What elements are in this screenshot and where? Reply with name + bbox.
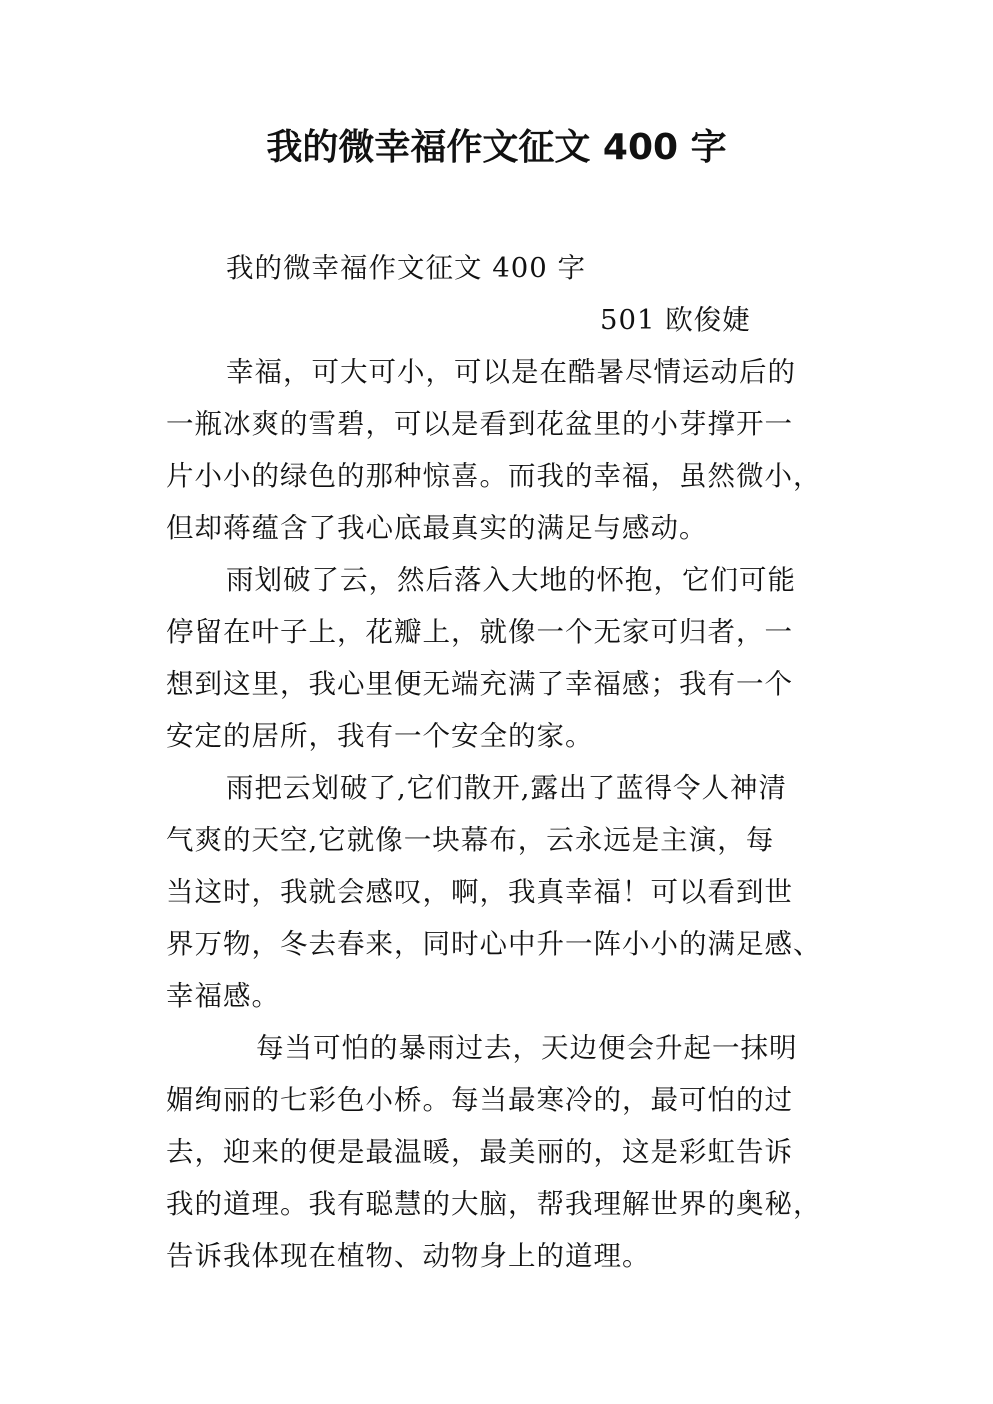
author-line: 501 欧俊婕	[600, 304, 751, 336]
paragraph-line: 告诉我体现在植物、动物身上的道理。	[166, 1240, 651, 1272]
paragraph-line: 当这时，我就会感叹，啊，我真幸福！可以看到世	[166, 876, 793, 908]
paragraph-line: 雨划破了云，然后落入大地的怀抱，它们可能	[226, 564, 796, 596]
paragraph-line: 我的道理。我有聪慧的大脑，帮我理解世界的奥秘，	[166, 1188, 822, 1220]
paragraph-line: 每当可怕的暴雨过去，天边便会升起一抹明	[256, 1032, 798, 1064]
paragraph-line: 雨把云划破了,它们散开,露出了蓝得令人神清	[226, 772, 787, 804]
paragraph-line: 去，迎来的便是最温暖，最美丽的，这是彩虹告诉	[166, 1136, 793, 1168]
paragraph-line: 幸福，可大可小，可以是在酷暑尽情运动后的	[226, 356, 796, 388]
paragraph-line: 片小小的绿色的那种惊喜。而我的幸福，虽然微小，	[166, 460, 822, 492]
paragraph-line: 停留在叶子上，花瓣上，就像一个无家可归者，一	[166, 616, 793, 648]
paragraph-line: 但却蒋蕴含了我心底最真实的满足与感动。	[166, 512, 708, 544]
essay-subtitle: 我的微幸福作文征文 400 字	[226, 252, 586, 284]
paragraph-line: 想到这里，我心里便无端充满了幸福感；我有一个	[166, 668, 793, 700]
paragraph-line: 幸福感。	[166, 980, 280, 1012]
paragraph-line: 一瓶冰爽的雪碧，可以是看到花盆里的小芽撑开一	[166, 408, 793, 440]
paragraph-line: 界万物，冬去春来，同时心中升一阵小小的满足感、	[166, 928, 822, 960]
paragraph-line: 安定的居所，我有一个安全的家。	[166, 720, 594, 752]
paragraph-line: 媚绚丽的七彩色小桥。每当最寒冷的，最可怕的过	[166, 1084, 793, 1116]
paragraph-line: 气爽的天空,它就像一块幕布，云永远是主演，每	[166, 824, 775, 856]
document-title: 我的微幸福作文征文 400 字	[266, 127, 727, 168]
